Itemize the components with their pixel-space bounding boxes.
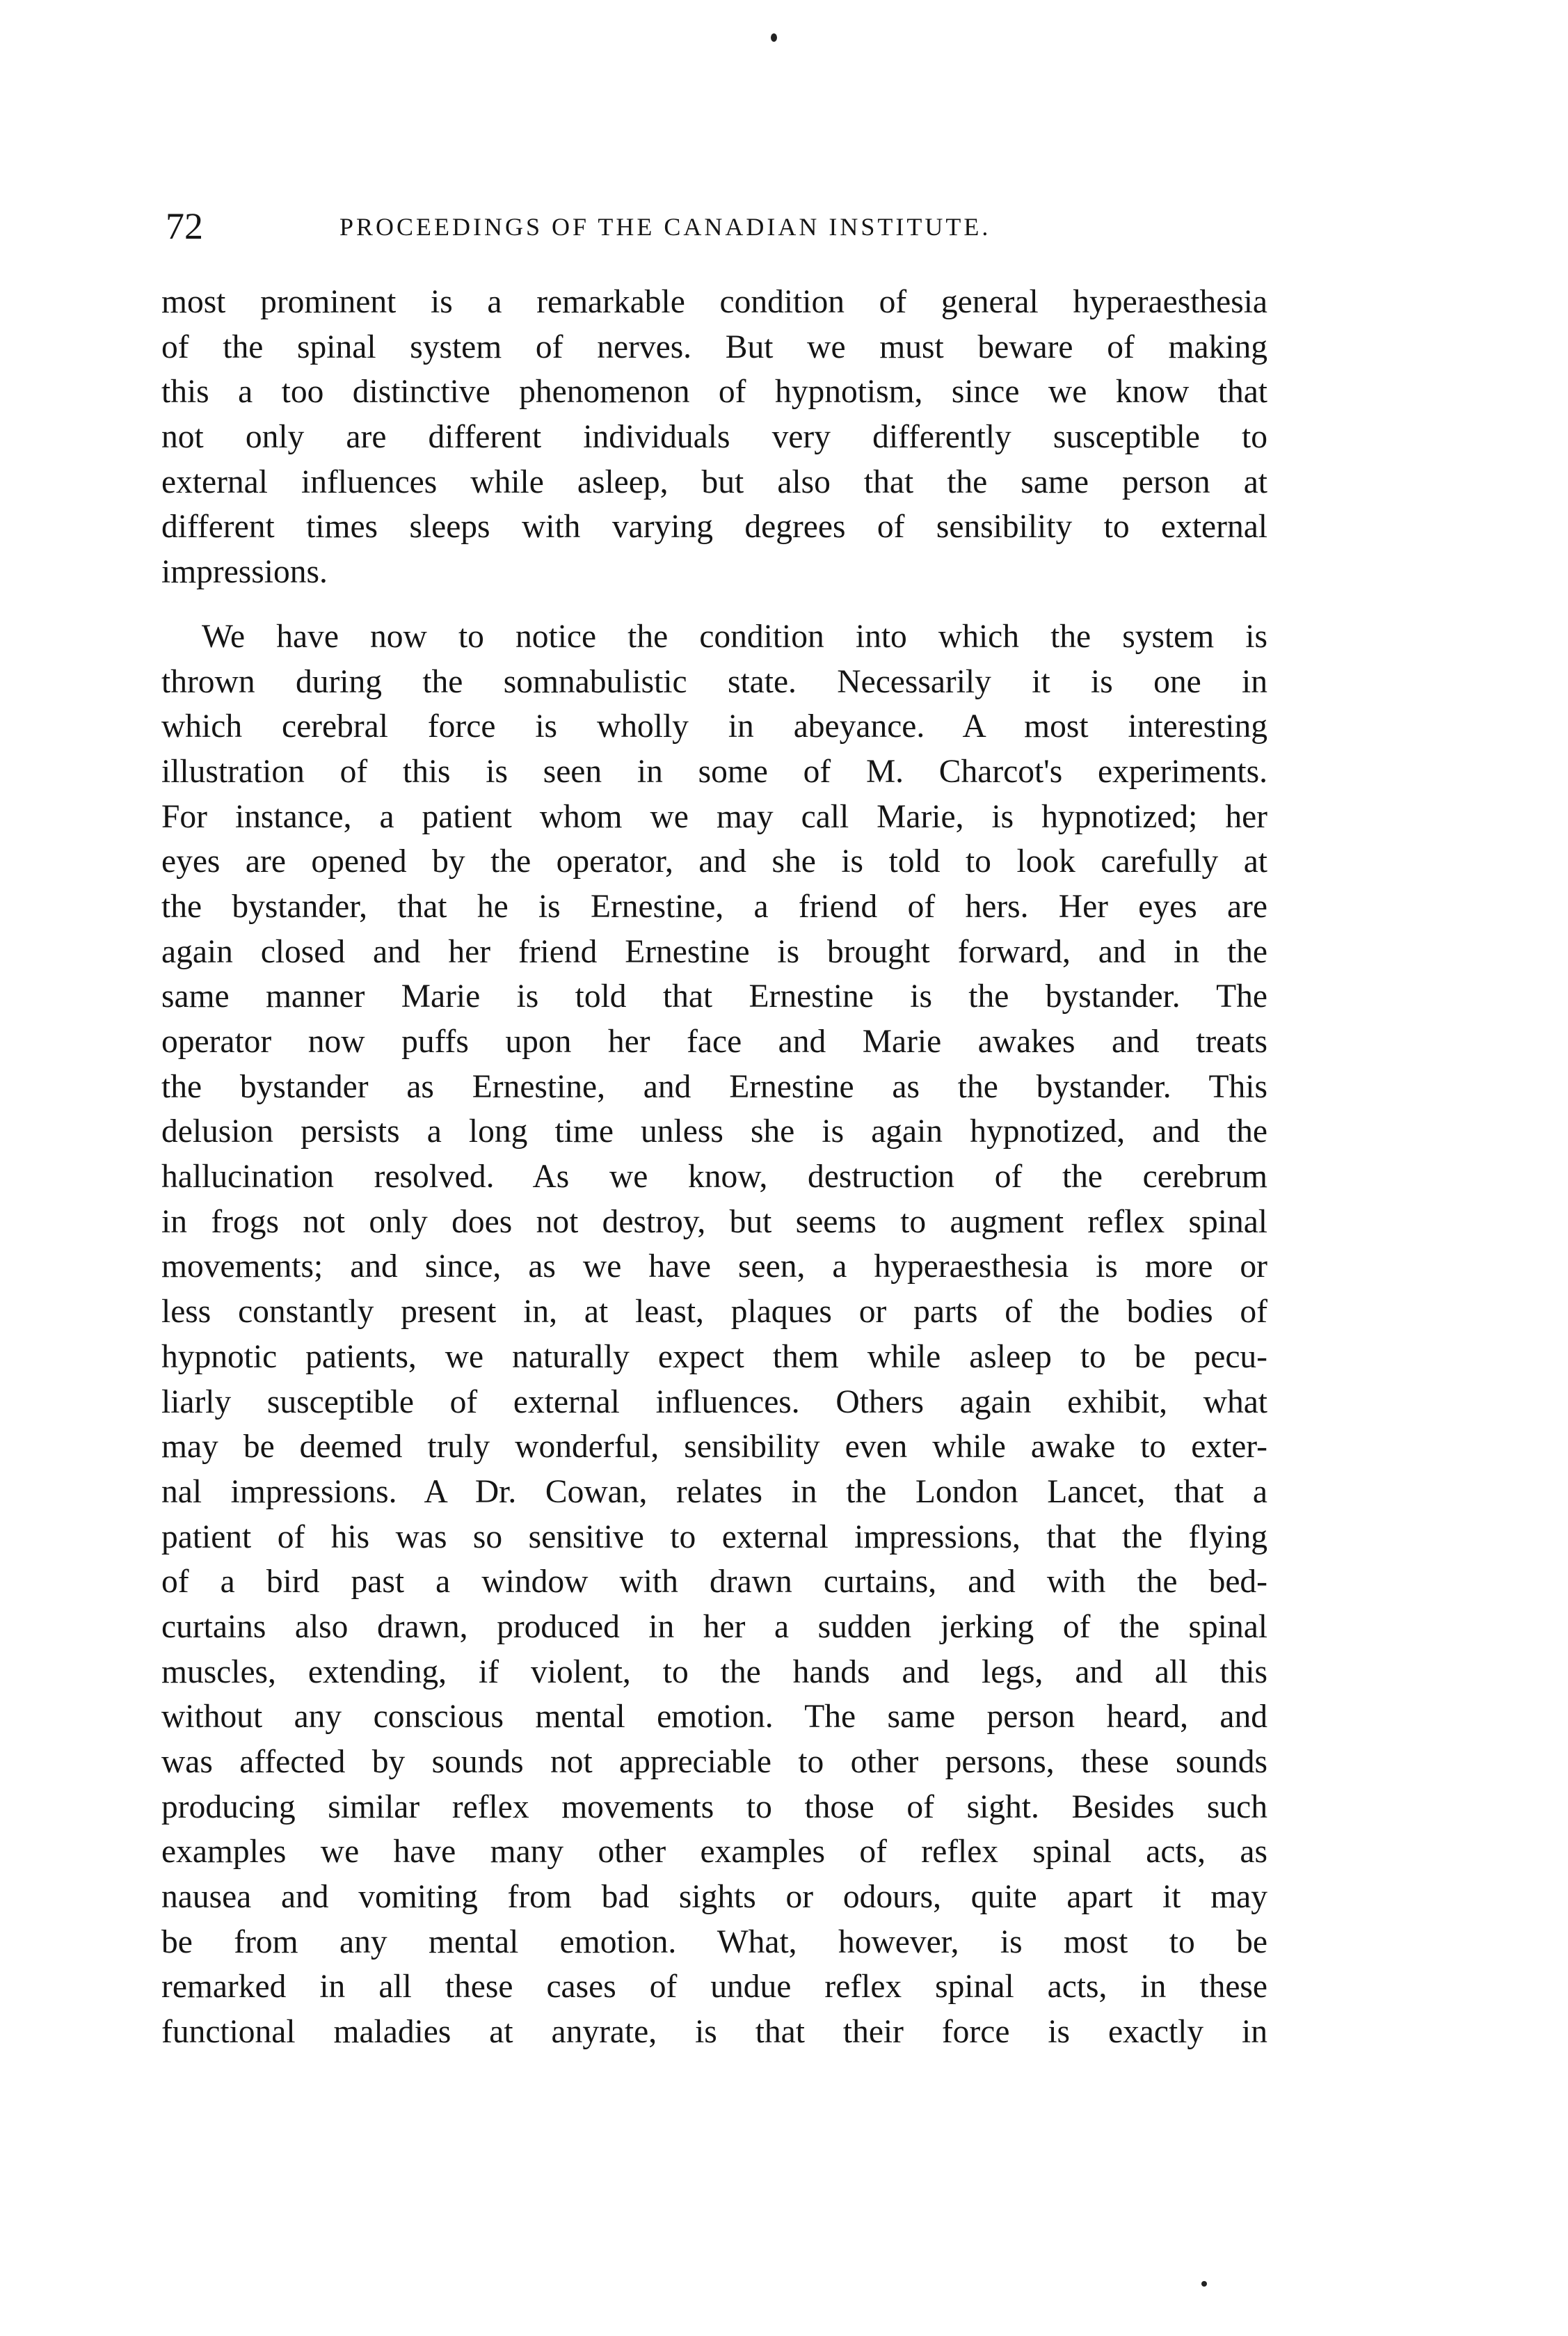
text-line: be from any mental emotion. What, however, is most to be xyxy=(161,1923,1267,1960)
text-line: producing similar reflex movements to those of sight. Besides such xyxy=(161,1788,1267,1825)
text-line: hypnotic patients, we naturally expect them while asleep to be pecu- xyxy=(161,1338,1267,1375)
text-line: not only are different individuals very differently susceptible to xyxy=(161,419,1267,456)
text-line: curtains also drawn, produced in her a sudden jerking of the spinal xyxy=(161,1608,1267,1645)
text-line: external influences while asleep, but also that the same person at xyxy=(161,463,1267,500)
text-line: this a too distinctive phenomenon of hypnotism, since we know that xyxy=(161,374,1267,411)
paragraph-gap xyxy=(161,595,1267,614)
text-line: nal impressions. A Dr. Cowan, relates in the London Lancet, that a xyxy=(161,1473,1267,1510)
text-line: which cerebral force is wholly in abeyance. A most interesting xyxy=(161,708,1267,745)
text-line: of a bird past a window with drawn curtains, and with the bed- xyxy=(161,1564,1267,1600)
text-line: eyes are opened by the operator, and she is told to look carefully at xyxy=(161,843,1267,880)
text-line: examples we have many other examples of reflex spinal acts, as xyxy=(161,1834,1267,1870)
text-line: same manner Marie is told that Ernestine is the bystander. The xyxy=(161,978,1267,1015)
text-line: most prominent is a remarkable condition of general hyperaesthesia xyxy=(161,284,1267,320)
text-line: movements; and since, as we have seen, a hyperaesthesia is more or xyxy=(161,1248,1267,1285)
text-line: For instance, a patient whom we may call Marie, is hypnotized; her xyxy=(161,798,1267,835)
text-line: in frogs not only does not destroy, but seems to augment reflex spinal xyxy=(161,1203,1267,1240)
text-line: hallucination resolved. As we know, destruction of the cerebrum xyxy=(161,1159,1267,1195)
text-line: muscles, extending, if violent, to the hands and legs, and all this xyxy=(161,1653,1267,1690)
page-number: 72 xyxy=(166,205,203,247)
text-line: again closed and her friend Ernestine is brought forward, and in the xyxy=(161,933,1267,970)
text-line: the bystander, that he is Ernestine, a friend of hers. Her eyes are xyxy=(161,888,1267,925)
text-line: of the spinal system of nerves. But we must beware of making xyxy=(161,328,1267,365)
text-line: impressions. xyxy=(161,554,328,591)
text-line: the bystander as Ernestine, and Ernestine as the bystander. This xyxy=(161,1068,1267,1105)
text-line: operator now puffs upon her face and Marie awakes and treats xyxy=(161,1024,1267,1060)
text-line: delusion persists a long time unless she is again hypnotized, and the xyxy=(161,1113,1267,1150)
body-text xyxy=(161,280,1267,2055)
text-line: liarly susceptible of external influences. Others again exhibit, what xyxy=(161,1383,1267,1420)
text-line: different times sleeps with varying degrees of sensibility to external xyxy=(161,509,1267,546)
text-line: functional maladies at anyrate, is that their force is exactly in xyxy=(161,2014,1267,2051)
running-head: PROCEEDINGS OF THE CANADIAN INSTITUTE. xyxy=(339,213,991,241)
text-line: may be deemed truly wonderful, sensibility even while awake to exter- xyxy=(161,1429,1267,1465)
ink-speck-bottom xyxy=(1201,2281,1207,2287)
ink-speck-top xyxy=(771,33,777,42)
text-line: less constantly present in, at least, plaques or parts of the bodies of xyxy=(161,1294,1267,1330)
text-line: patient of his was so sensitive to external impressions, that the flying xyxy=(161,1518,1267,1555)
paragraph-2 xyxy=(161,614,1267,2055)
text-line: We have now to notice the condition into which the system is xyxy=(202,618,1267,655)
text-line: without any conscious mental emotion. The same person heard, and xyxy=(161,1699,1267,1735)
paragraph-1 xyxy=(161,280,1267,595)
page-header xyxy=(166,202,1265,251)
text-line: was affected by sounds not appreciable to other persons, these sounds xyxy=(161,1744,1267,1780)
text-line: thrown during the somnabulistic state. Necessarily it is one in xyxy=(161,663,1267,700)
text-line: nausea and vomiting from bad sights or odours, quite apart it may xyxy=(161,1879,1267,1916)
text-line: illustration of this is seen in some of M. Charcot's experiments. xyxy=(161,753,1267,790)
text-line: remarked in all these cases of undue reflex spinal acts, in these xyxy=(161,1969,1267,2005)
